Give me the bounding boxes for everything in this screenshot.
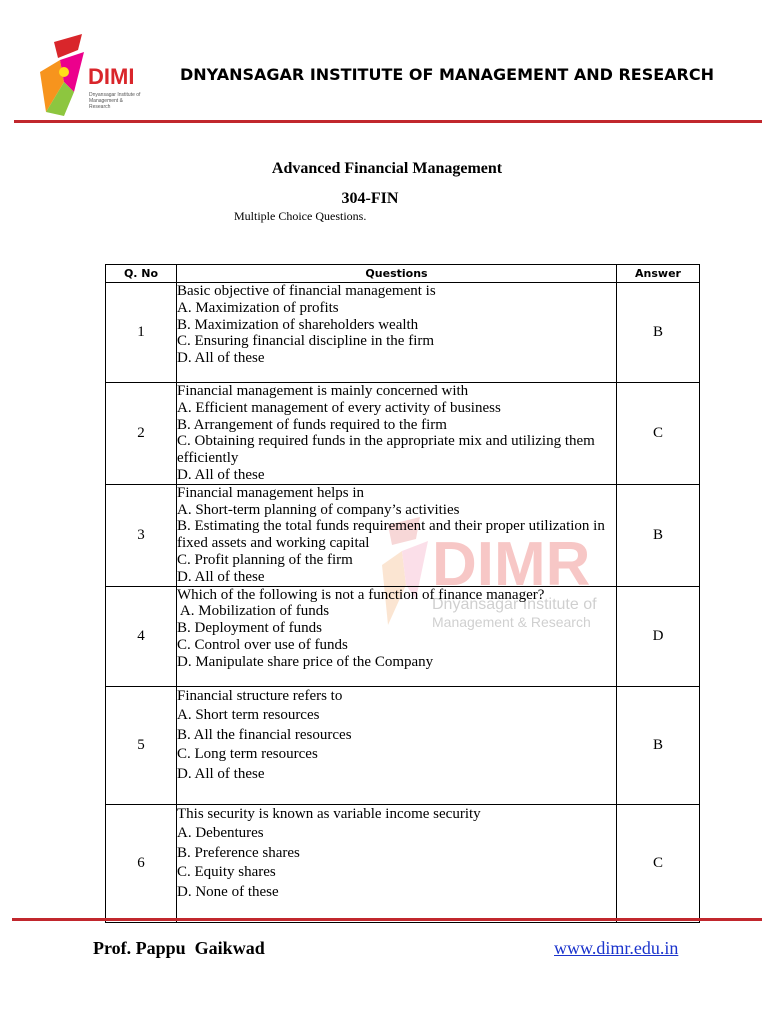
- question-stem: Which of the following is not a function of finance manager?: [177, 586, 545, 603]
- question-text: [177, 383, 617, 485]
- table-row: [106, 804, 700, 922]
- table-header-row: [106, 265, 700, 283]
- option-b: B. Preference shares: [177, 844, 300, 861]
- option-d: D. All of these: [177, 568, 265, 585]
- watermark-line1: Dnyansagar Institute of: [432, 596, 597, 613]
- table-row: [106, 383, 700, 485]
- answer-cell: C: [617, 383, 700, 485]
- question-stem: Financial structure refers to: [177, 687, 343, 704]
- option-c: C. Obtaining required funds in the appropriate mix and utilizing them efficiently: [177, 433, 595, 467]
- question-text: [177, 804, 617, 922]
- question-number: 6: [106, 804, 177, 922]
- option-c: C. Control over use of funds: [177, 636, 348, 653]
- header-qno: Q. No: [106, 265, 177, 283]
- document-subtitle: Multiple Choice Questions.: [234, 209, 367, 223]
- option-d: D. None of these: [177, 883, 279, 900]
- header-answer: Answer: [617, 265, 700, 283]
- logo-wordmark: DIMI: [88, 64, 135, 89]
- answer-cell: C: [617, 804, 700, 922]
- option-a: A. Maximization of profits: [177, 299, 339, 316]
- question-text: [177, 586, 617, 686]
- question-stem: This security is known as variable income security: [177, 805, 481, 822]
- question-number: 4: [106, 586, 177, 686]
- website-link[interactable]: www.dimr.edu.in: [554, 938, 679, 958]
- footer-divider: [12, 918, 762, 921]
- option-c: C. Profit planning of the firm: [177, 551, 353, 568]
- watermark-line2: Management & Research: [432, 614, 591, 630]
- option-a: A. Mobilization of funds: [177, 603, 330, 620]
- option-b: B. All the financial resources: [177, 726, 352, 743]
- question-stem: Basic objective of financial management is: [177, 283, 436, 299]
- question-number: 2: [106, 383, 177, 485]
- course-code: 304-FIN: [341, 190, 399, 207]
- table-row: [106, 484, 700, 586]
- table-row: [106, 586, 700, 686]
- table-row: [106, 283, 700, 383]
- option-c: C. Long term resources: [177, 746, 318, 763]
- header-questions: Questions: [177, 265, 617, 283]
- option-d: D. All of these: [177, 350, 265, 367]
- question-number: 3: [106, 484, 177, 586]
- institute-name: DNYANSAGAR INSTITUTE OF MANAGEMENT AND RESEARCH: [180, 65, 714, 84]
- question-text: [177, 283, 617, 383]
- option-c: C. Ensuring financial discipline in the firm: [177, 333, 435, 350]
- question-number: 1: [106, 283, 177, 383]
- option-a: A. Short-term planning of company’s activities: [177, 501, 460, 518]
- option-c: C. Equity shares: [177, 864, 276, 881]
- mcq-table: [105, 264, 700, 923]
- question-text: [177, 484, 617, 586]
- author-name: Prof. Pappu Gaikwad: [93, 938, 265, 958]
- option-d: D. Manipulate share price of the Company: [177, 653, 434, 670]
- option-b: B. Arrangement of funds required to the firm: [177, 416, 447, 433]
- logo-subtext: Dnyansagar Institute of Management & Research: [89, 92, 141, 110]
- question-text: [177, 686, 617, 804]
- watermark-text: DIMR: [432, 530, 591, 599]
- option-a: A. Debentures: [177, 825, 264, 842]
- option-d: D. All of these: [177, 466, 265, 483]
- option-a: A. Efficient management of every activity of business: [177, 399, 501, 416]
- option-b: B. Maximization of shareholders wealth: [177, 316, 419, 333]
- course-title: Advanced Financial Management: [271, 160, 503, 177]
- table-row: [106, 686, 700, 804]
- option-d: D. All of these: [177, 765, 265, 782]
- answer-cell: B: [617, 283, 700, 383]
- question-stem: Financial management is mainly concerned with: [177, 383, 469, 399]
- answer-cell: B: [617, 484, 700, 586]
- option-b: B. Deployment of funds: [177, 620, 322, 637]
- option-a: A. Short term resources: [177, 707, 320, 724]
- option-b: B. Estimating the total funds requirement and their proper utilization in fixed assets and working capital: [177, 518, 605, 552]
- header-divider: [14, 120, 762, 123]
- question-stem: Financial management helps in: [177, 484, 365, 501]
- question-number: 5: [106, 686, 177, 804]
- answer-cell: D: [617, 586, 700, 686]
- answer-cell: B: [617, 686, 700, 804]
